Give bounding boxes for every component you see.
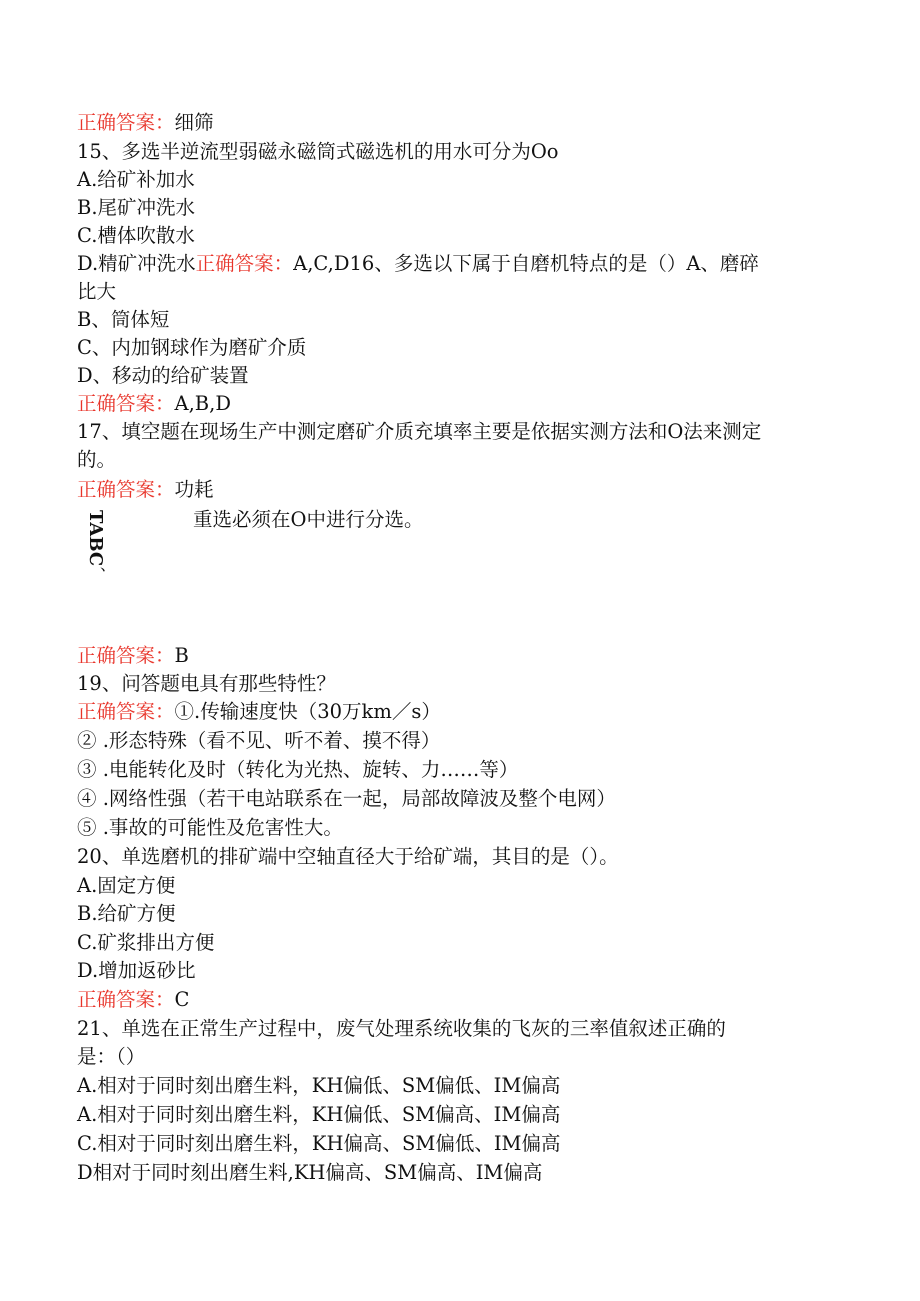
question-19: 19、问答题电具有那些特性？ [77,672,336,695]
answer-line: 正确答案：B [77,644,189,667]
option-a: A.给矿补加水 [77,168,195,191]
question-17: 17、填空题在现场生产中测定磨矿介质充填率主要是依据实测方法和O法来测定 [77,420,762,443]
option-b: B.给矿方便 [77,902,176,925]
option-a: A.相对于同时刻出磨生料，KH偏低、SM偏低、IM偏高 [77,1074,561,1097]
option-a: A.固定方便 [77,874,176,897]
option-a-duplicate: A.相对于同时刻出磨生料，KH偏低、SM偏高、IM偏高 [77,1103,561,1126]
option-c: C.矿浆排出方便 [77,931,215,954]
answer-line: 正确答案：①.传输速度快（30万km／s） [77,700,441,723]
option-d: D相对于同时刻出磨生料,KH偏高、SM偏高、IM偏高 [77,1161,543,1184]
question-18: 重选必须在O中进行分选。 [193,508,424,531]
answer-line: 正确答案：细筛 [77,111,214,134]
option-b: B、筒体短 [77,308,170,331]
question-15: 15、多选半逆流型弱磁永磁筒式磁选机的用水可分为Oo [77,140,559,163]
rotated-mark: 、 [100,555,117,574]
answer-line: 正确答案：A,B,D [77,392,231,415]
option-c: C、内加钢球作为磨矿介质 [77,336,307,359]
list-item: ⑤ .事故的可能性及危害性大。 [77,816,343,839]
list-item: ② .形态特殊（看不见、听不着、摸不得） [77,729,441,752]
option-b: B.尾矿冲洗水 [77,196,196,219]
question-17-cont: 的。 [77,448,117,471]
question-16-cont: 比大 [77,280,117,303]
option-c: C.槽体吹散水 [77,224,195,247]
question-21: 21、单选在正常生产过程中，废气处理系统收集的飞灰的三率值叙述正确的 [77,1017,726,1040]
answer-line: 正确答案：功耗 [77,478,214,501]
option-d-with-answer: D.精矿冲洗水正确答案：A,C,D16、多选以下属于自磨机特点的是（）A、磨碎 [77,252,759,275]
option-d: D.增加返砂比 [77,959,196,982]
option-d: D、移动的给矿装置 [77,364,249,387]
question-21-cont: 是：（） [77,1045,146,1068]
rotated-options: TABC [85,510,106,567]
question-20: 20、单选磨机的排矿端中空轴直径大于给矿端，其目的是（）。 [77,845,619,868]
option-c: C.相对于同时刻出磨生料，KH偏高、SM偏低、IM偏高 [77,1132,561,1155]
list-item: ③ .电能转化及时（转化为光热、旋转、力……等） [77,758,519,781]
list-item: ④ .网络性强（若干电站联系在一起，局部故障波及整个电网） [77,787,616,810]
answer-line: 正确答案：C [77,988,190,1011]
